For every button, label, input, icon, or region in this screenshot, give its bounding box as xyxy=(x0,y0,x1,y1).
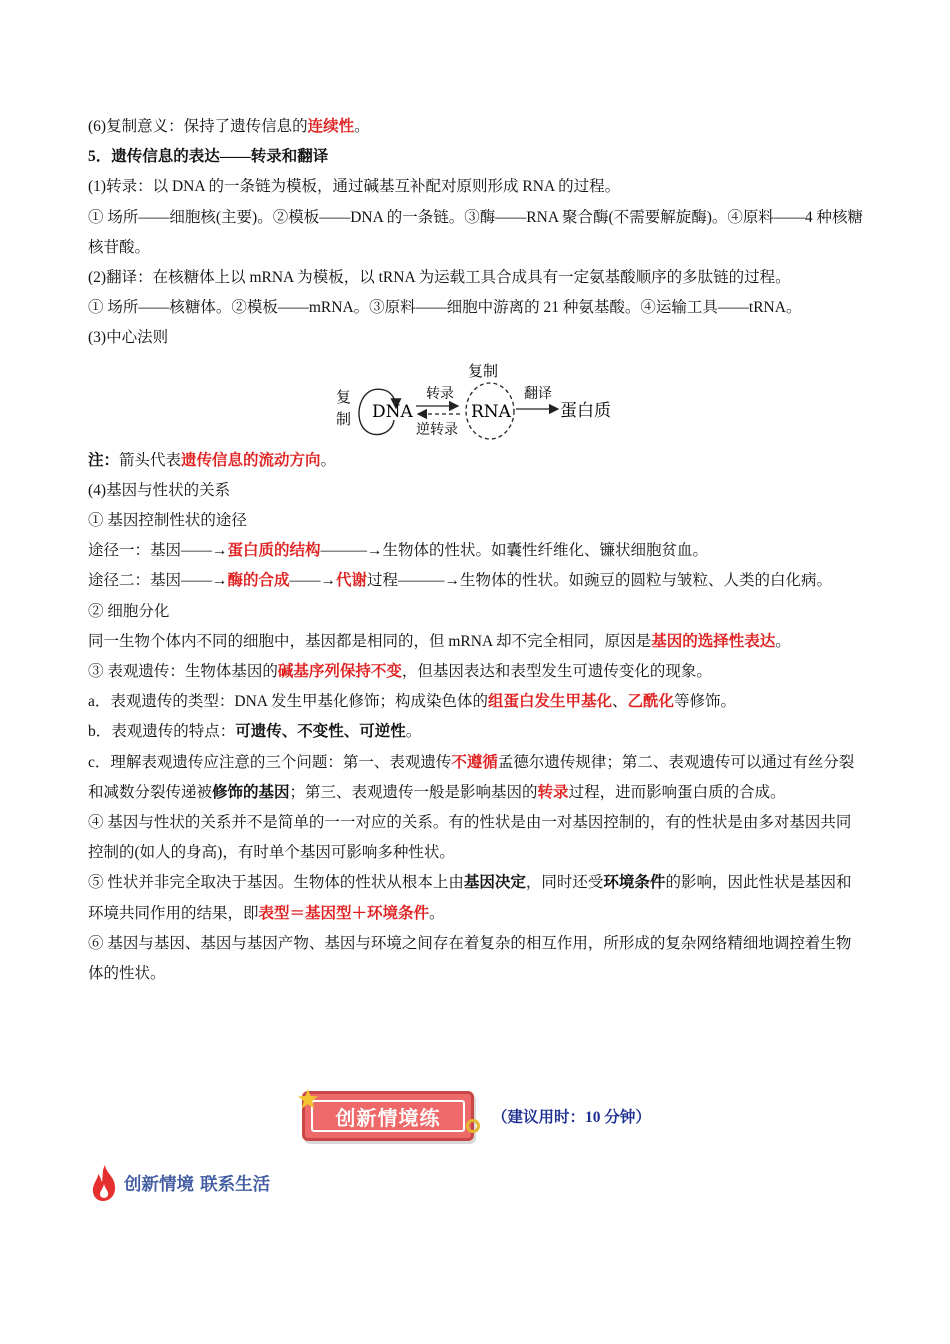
highlight: 遗传信息的流动方向 xyxy=(181,451,321,469)
translation-details: ① 场所——核糖体。②模板——mRNA。③原料——细胞中游离的 21 种氨基酸。④运输工具——tRNA。 xyxy=(88,299,802,317)
text: b．表观遗传的特点： xyxy=(88,723,236,741)
translation-definition: (2)翻译：在核糖体上以 mRNA 为模板，以 tRNA 为运载工具合成具有一定氨基酸顺序的多肽链的过程。 xyxy=(88,269,791,287)
text: 途径二：基因——→ xyxy=(88,572,228,590)
epigenetics-definition xyxy=(88,657,866,687)
epigenetics-types xyxy=(88,687,866,717)
highlight: 酶的合成 xyxy=(227,572,290,590)
text: a．表观遗传的类型：DNA 发生甲基化修饰；构成染色体的 xyxy=(88,693,488,711)
text: 。 xyxy=(320,451,337,469)
rna-label: RNA xyxy=(471,401,511,422)
text: c．理解表观遗传应注意的三个问题：第一、表观遗传 xyxy=(88,753,452,771)
document-body xyxy=(88,112,866,989)
star-icon xyxy=(297,1088,319,1110)
pathway-heading: ① 基因控制性状的途径 xyxy=(88,512,247,530)
highlight: 碱基序列保持不变 xyxy=(277,663,402,681)
emphasis: 修饰的基因 xyxy=(212,783,290,801)
text: 同一生物个体内不同的细胞中，基因都是相同的，但 mRNA 却不完全相同，原因是 xyxy=(88,632,652,650)
ring-icon xyxy=(466,1119,480,1133)
text: ⑤ 性状并非完全取决于基因。生物体的性状从根本上由 xyxy=(88,874,464,892)
practice-badge xyxy=(302,1091,474,1141)
replication-left-char-1: 复 xyxy=(336,387,352,406)
central-dogma-diagram xyxy=(88,354,866,446)
gene-trait-heading: (4)基因与性状的关系 xyxy=(88,481,231,499)
central-dogma-heading: (3)中心法则 xyxy=(88,329,169,347)
replication-left-char-2: 制 xyxy=(336,409,352,428)
trait-determination xyxy=(88,868,866,928)
text: ，同时还受 xyxy=(525,874,604,892)
text: 。 xyxy=(405,723,422,741)
highlight: 连续性 xyxy=(307,118,355,135)
text: (6)复制意义：保持了遗传信息的 xyxy=(88,118,308,135)
replication-significance xyxy=(88,112,866,142)
highlight: 转录 xyxy=(537,783,569,801)
text: 的影响，因此性状是基因和环境共同作用的结果，即 xyxy=(88,874,852,922)
gene-interaction: ⑥ 基因与基因、基因与基因产物、基因与环境之间存在着复杂的相互作用，所形成的复杂网络精细地调控着生物体的性状。 xyxy=(88,934,852,983)
dna-label: DNA xyxy=(372,401,413,422)
text: ——→ xyxy=(289,572,337,590)
text: 。 xyxy=(775,632,791,650)
text: ；第三、表观遗传一般是影响基因的 xyxy=(289,783,538,801)
pathway-one xyxy=(88,536,866,566)
note-label: 注： xyxy=(88,451,120,469)
highlight: 不遵循 xyxy=(451,753,498,771)
badge-inner-frame xyxy=(311,1100,465,1132)
section-heading-expression: 5．遗传信息的表达——转录和翻译 xyxy=(88,148,329,166)
text: ③ 表观遗传：生物体基因的 xyxy=(88,663,278,681)
text: 过程———→生物体的性状。如豌豆的圆粒与皱粒、人类的白化病。 xyxy=(367,572,833,590)
translation-label: 翻译 xyxy=(524,385,552,402)
epigenetics-features xyxy=(88,717,866,747)
transcription-details: ① 场所——细胞核(主要)。②模板——DNA 的一条链。③酶——RNA 聚合酶(不需要解旋酶)。④原料——4 种核糖核苷酸。 xyxy=(88,208,863,256)
highlight: 代谢 xyxy=(336,572,368,590)
section-header xyxy=(90,1163,270,1203)
text: 、 xyxy=(612,693,628,711)
epigenetics-notes xyxy=(88,748,866,808)
highlight: 蛋白质的结构 xyxy=(227,542,321,560)
text: 孟德尔遗传规律；第二、表观遗传可以通过有丝分裂和减数分裂传递被 xyxy=(88,753,855,801)
text: 。 xyxy=(429,904,445,922)
pathway-two xyxy=(88,566,866,596)
protein-label: 蛋白质 xyxy=(560,400,611,421)
central-dogma-svg xyxy=(332,354,632,446)
emphasis: 基因决定 xyxy=(463,874,526,892)
text: ，但基因表达和表型发生可遗传变化的现象。 xyxy=(401,663,712,681)
highlight: 组蛋白发生甲基化 xyxy=(487,693,612,711)
cell-differentiation-text xyxy=(88,627,866,657)
flame-icon xyxy=(90,1164,118,1202)
transcription-label: 转录 xyxy=(426,385,454,402)
highlight: 表型＝基因型＋环境条件 xyxy=(258,904,430,922)
transcription-definition: (1)转录：以 DNA 的一条链为模板，通过碱基互补配对原则形成 RNA 的过程。 xyxy=(88,178,621,196)
text: 途径一：基因——→ xyxy=(88,542,228,560)
text: 过程，进而影响蛋白质的合成。 xyxy=(568,783,786,801)
text: 等修饰。 xyxy=(674,693,737,711)
emphasis: 可遗传、不变性、可逆性 xyxy=(235,723,406,741)
gene-trait-relationship: ④ 基因与性状的关系并不是简单的一一对应的关系。有的性状是由一对基因控制的，有的性状是由多对基因共同控制的(如人的身高)，有时单个基因可影响多种性状。 xyxy=(88,814,852,862)
highlight: 基因的选择性表达 xyxy=(651,632,776,650)
cell-differentiation-heading: ② 细胞分化 xyxy=(88,602,170,620)
section-title: 创新情境 联系生活 xyxy=(124,1174,271,1195)
text: 。 xyxy=(354,118,370,135)
emphasis: 环境条件 xyxy=(603,874,666,892)
rna-replication-label: 复制 xyxy=(468,361,499,380)
highlight: 乙酰化 xyxy=(627,693,675,711)
badge-title: 创新情境练 xyxy=(335,1105,441,1130)
arrow-note xyxy=(88,446,866,476)
text: ———→生物体的性状。如囊性纤维化、镰状细胞贫血。 xyxy=(320,542,709,560)
practice-banner xyxy=(302,1085,762,1147)
text: 箭头代表 xyxy=(119,451,182,469)
reverse-transcription-label: 逆转录 xyxy=(416,421,458,438)
suggested-time: （建议用时：10 分钟） xyxy=(492,1109,651,1126)
